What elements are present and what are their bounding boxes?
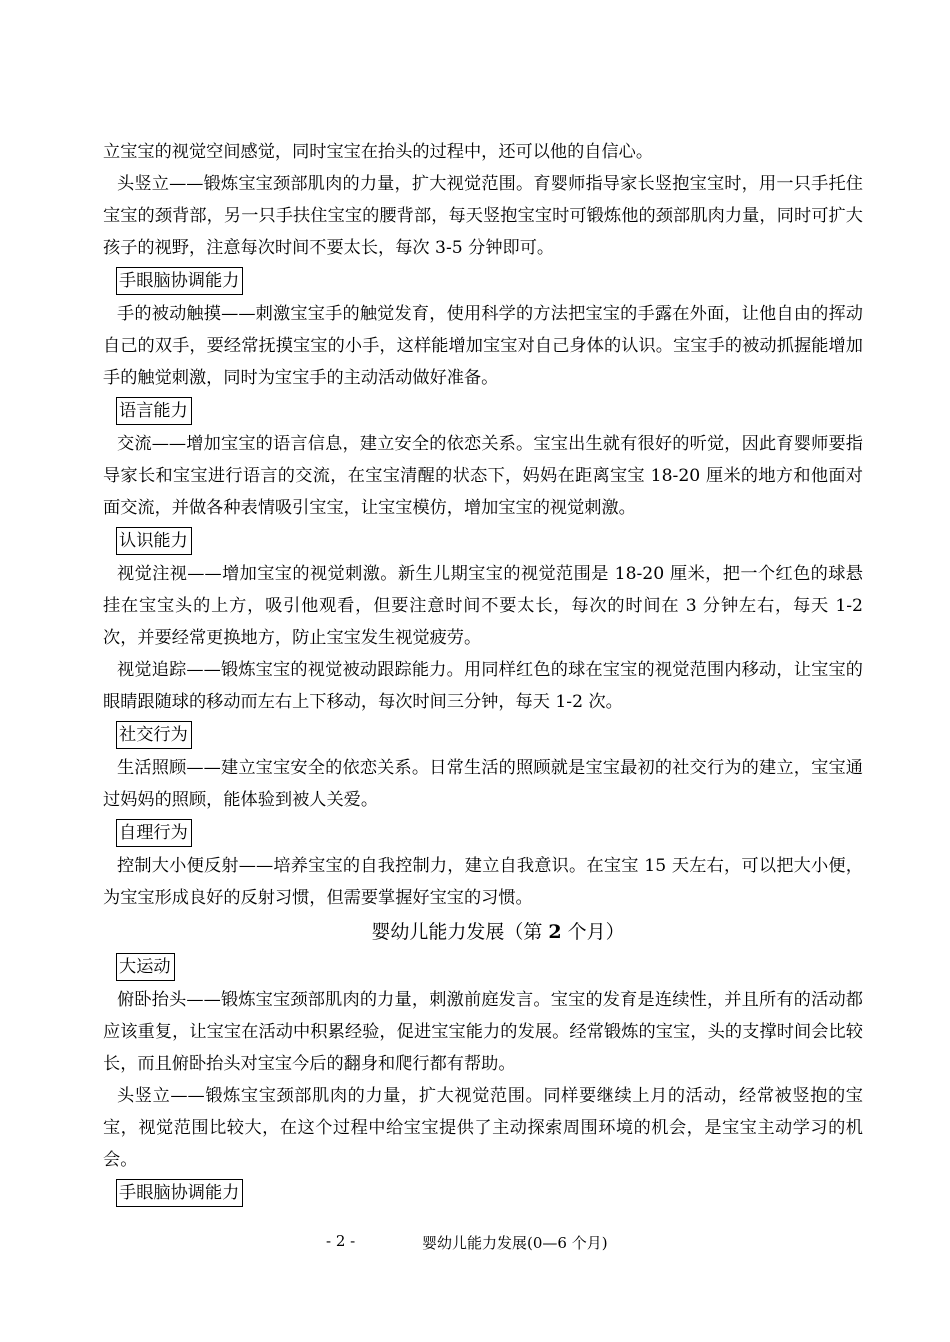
section-label: 语言能力 <box>116 397 192 425</box>
paragraph: 视觉注视——增加宝宝的视觉刺激。新生儿期宝宝的视觉范围是 18-20 厘米，把一个红色的球悬挂在宝宝头的上方，吸引他观看，但要注意时间不要太长，每次的时间在 3 分钟左右，每天 1-2 次，并要经常更换地方，防止宝宝发生视觉疲劳。 <box>103 564 863 648</box>
paragraph: 交流——增加宝宝的语言信息，建立安全的依恋关系。宝宝出生就有很好的听觉，因此育婴师要指导家长和宝宝进行语言的交流，在宝宝清醒的状态下，妈妈在距离宝宝 18-20 厘米的地方和他面对面交流，并做各种表情吸引宝宝，让宝宝模仿，增加宝宝的视觉刺激。 <box>103 434 863 518</box>
section-label: 大运动 <box>116 953 175 981</box>
section-self-care <box>103 816 863 914</box>
heading-prefix: 婴幼儿能力发展（第 <box>371 921 549 943</box>
section-gross-motor <box>103 950 863 1176</box>
section-cognition <box>103 524 863 718</box>
section-social <box>103 718 863 816</box>
document-body <box>103 136 863 1210</box>
heading-month-number: 2 <box>548 921 562 943</box>
paragraph: 手的被动触摸——刺激宝宝手的触觉发育，使用科学的方法把宝宝的手露在外面，让他自由的挥动自己的双手，要经常抚摸宝宝的小手，这样能增加宝宝对自己身体的认识。宝宝手的被动抓握能增加手的触觉刺激，同时为宝宝手的主动活动做好准备。 <box>103 304 863 388</box>
section-label: 手眼脑协调能力 <box>116 267 243 295</box>
paragraph: 头竖立——锻炼宝宝颈部肌肉的力量，扩大视觉范围。育婴师指导家长竖抱宝宝时，用一只手托住宝宝的颈背部，另一只手扶住宝宝的腰背部，每天竖抱宝宝时可锻炼他的颈部肌肉力量，同时可扩大孩子的视野，注意每次时间不要太长，每次 3-5 分钟即可。 <box>103 174 863 258</box>
paragraph: 控制大小便反射——培养宝宝的自我控制力，建立自我意识。在宝宝 15 天左右，可以把大小便，为宝宝形成良好的反射习惯，但需要掌握好宝宝的习惯。 <box>103 856 863 908</box>
section-label: 自理行为 <box>116 819 192 847</box>
section-language <box>103 394 863 524</box>
section-label: 手眼脑协调能力 <box>116 1179 243 1207</box>
paragraph: 头竖立——锻炼宝宝颈部肌肉的力量，扩大视觉范围。同样要继续上月的活动，经常被竖抱的宝宝，视觉范围比较大，在这个过程中给宝宝提供了主动探索周围环境的机会，是宝宝主动学习的机会。 <box>103 1086 863 1170</box>
month-2-heading <box>103 914 863 950</box>
paragraph: 立宝宝的视觉空间感觉，同时宝宝在抬头的过程中，还可以他的自信心。 <box>103 142 654 162</box>
page-number: - 2 - <box>326 1232 356 1250</box>
footer-title: 婴幼儿能力发展(0—6 个月) <box>422 1234 608 1252</box>
paragraph: 俯卧抬头——锻炼宝宝颈部肌肉的力量，刺激前庭发言。宝宝的发育是连续性，并且所有的活动都应该重复，让宝宝在活动中积累经验，促进宝宝能力的发展。经常锻炼的宝宝，头的支撑时间会比较长，而且俯卧抬头对宝宝今后的翻身和爬行都有帮助。 <box>103 990 863 1074</box>
section-label: 认识能力 <box>116 527 192 555</box>
paragraph: 视觉追踪——锻炼宝宝的视觉被动跟踪能力。用同样红色的球在宝宝的视觉范围内移动，让宝宝的眼睛跟随球的移动而左右上下移动，每次时间三分钟，每天 1-2 次。 <box>103 660 863 712</box>
section-label: 社交行为 <box>116 721 192 749</box>
section-hand-eye-brain <box>103 264 863 394</box>
heading-suffix: 个月） <box>561 921 625 943</box>
paragraph: 生活照顾——建立宝宝安全的依恋关系。日常生活的照顾就是宝宝最初的社交行为的建立，宝宝通过妈妈的照顾，能体验到被人关爱。 <box>103 758 863 810</box>
